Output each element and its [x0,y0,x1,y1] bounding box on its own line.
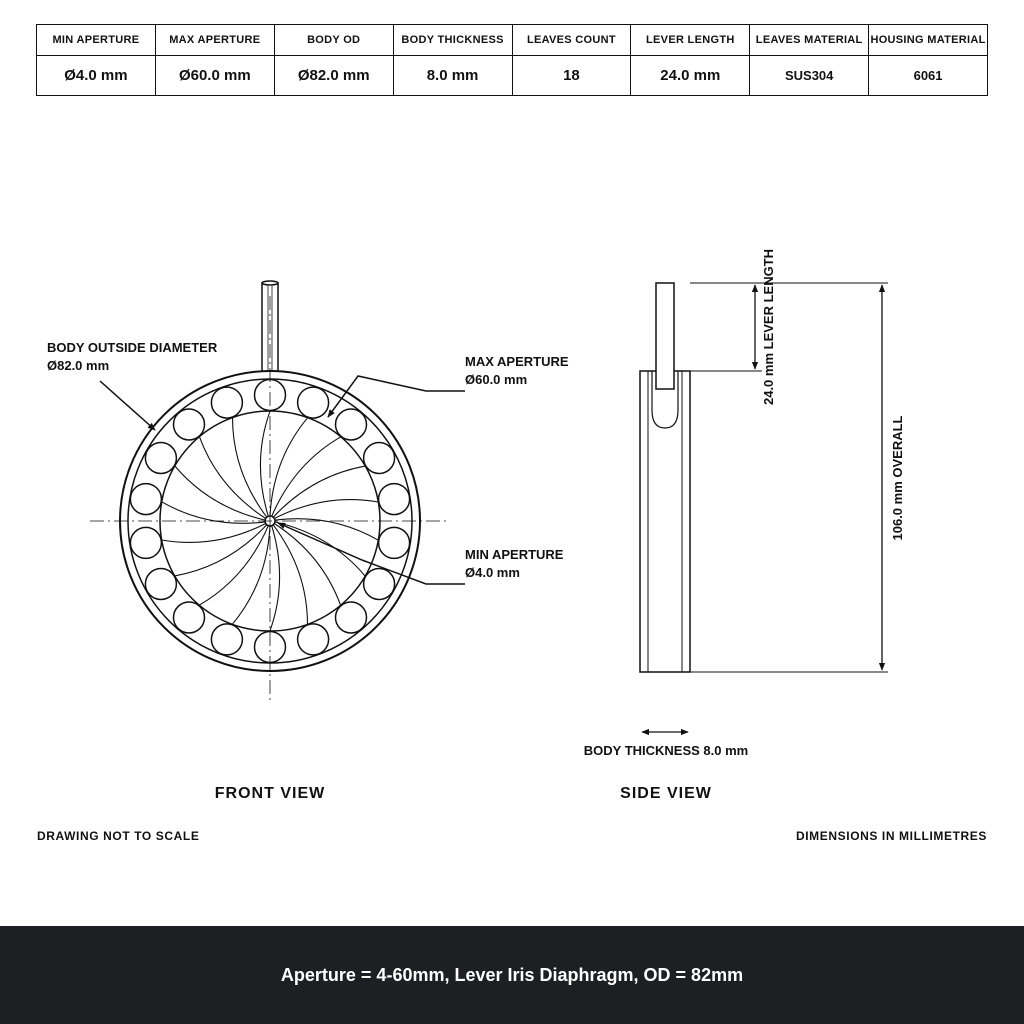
bearing-ball [364,443,395,474]
units-note: DIMENSIONS IN MILLIMETRES [795,829,987,843]
spec-header-body-od: BODY OD [274,25,393,56]
spec-value-body-thickness: 8.0 mm [393,56,512,96]
spec-value-housing-material: 6061 [869,56,988,96]
bearing-ball [130,484,161,515]
thickness-label: BODY THICKNESS 8.0 mm [583,743,749,758]
bearing-ball [298,624,329,655]
spec-value-min-aperture: Ø4.0 mm [37,56,156,96]
bearing-ball [211,387,242,418]
side-view-title: SIDE VIEW [620,785,712,802]
bearing-ball [379,484,410,515]
bearing-ball [145,443,176,474]
bearing-ball [364,569,395,600]
lever-length-label: 24.0 mm LEVER LENGTH [761,248,776,406]
front-lever-tip [262,281,278,285]
max-aperture-value: Ø60.0 mm [465,372,528,387]
bearing-ball [379,527,410,558]
bearing-ball [211,624,242,655]
bearing-ball [336,409,367,440]
spec-header-leaves-count: LEAVES COUNT [512,25,631,56]
body-od-value: Ø82.0 mm [47,358,110,373]
spec-header-leaves-material: LEAVES MATERIAL [750,25,869,56]
spec-header-lever-length: LEVER LENGTH [631,25,750,56]
spec-value-leaves-count: 18 [512,56,631,96]
bearing-ball [336,602,367,633]
body-od-leader [100,381,155,430]
caption-text: Aperture = 4-60mm, Lever Iris Diaphragm, OD = 82mm [280,964,744,985]
min-aperture-label: MIN APERTURE [465,547,564,562]
side-lever [656,283,674,389]
body-od-label: BODY OUTSIDE DIAMETER [47,340,218,355]
min-aperture-value: Ø4.0 mm [465,565,520,580]
spec-value-lever-length: 24.0 mm [631,56,750,96]
caption-bar [0,926,1024,1024]
spec-value-body-od: Ø82.0 mm [274,56,393,96]
spec-value-max-aperture: Ø60.0 mm [155,56,274,96]
max-aperture-label: MAX APERTURE [465,354,569,369]
spec-header-housing-material: HOUSING MATERIAL [869,25,988,56]
bearing-ball [174,602,205,633]
bearing-ball [174,409,205,440]
overall-label: 106.0 mm OVERALL [890,415,905,541]
spec-header-max-aperture: MAX APERTURE [155,25,274,56]
front-view-title: FRONT VIEW [214,785,326,802]
spec-header-body-thickness: BODY THICKNESS [393,25,512,56]
bearing-ball [145,569,176,600]
spec-value-leaves-material: SUS304 [750,56,869,96]
not-to-scale-note: DRAWING NOT TO SCALE [37,829,200,843]
bearing-ball [130,527,161,558]
spec-header-min-aperture: MIN APERTURE [37,25,156,56]
bearing-ball [298,387,329,418]
